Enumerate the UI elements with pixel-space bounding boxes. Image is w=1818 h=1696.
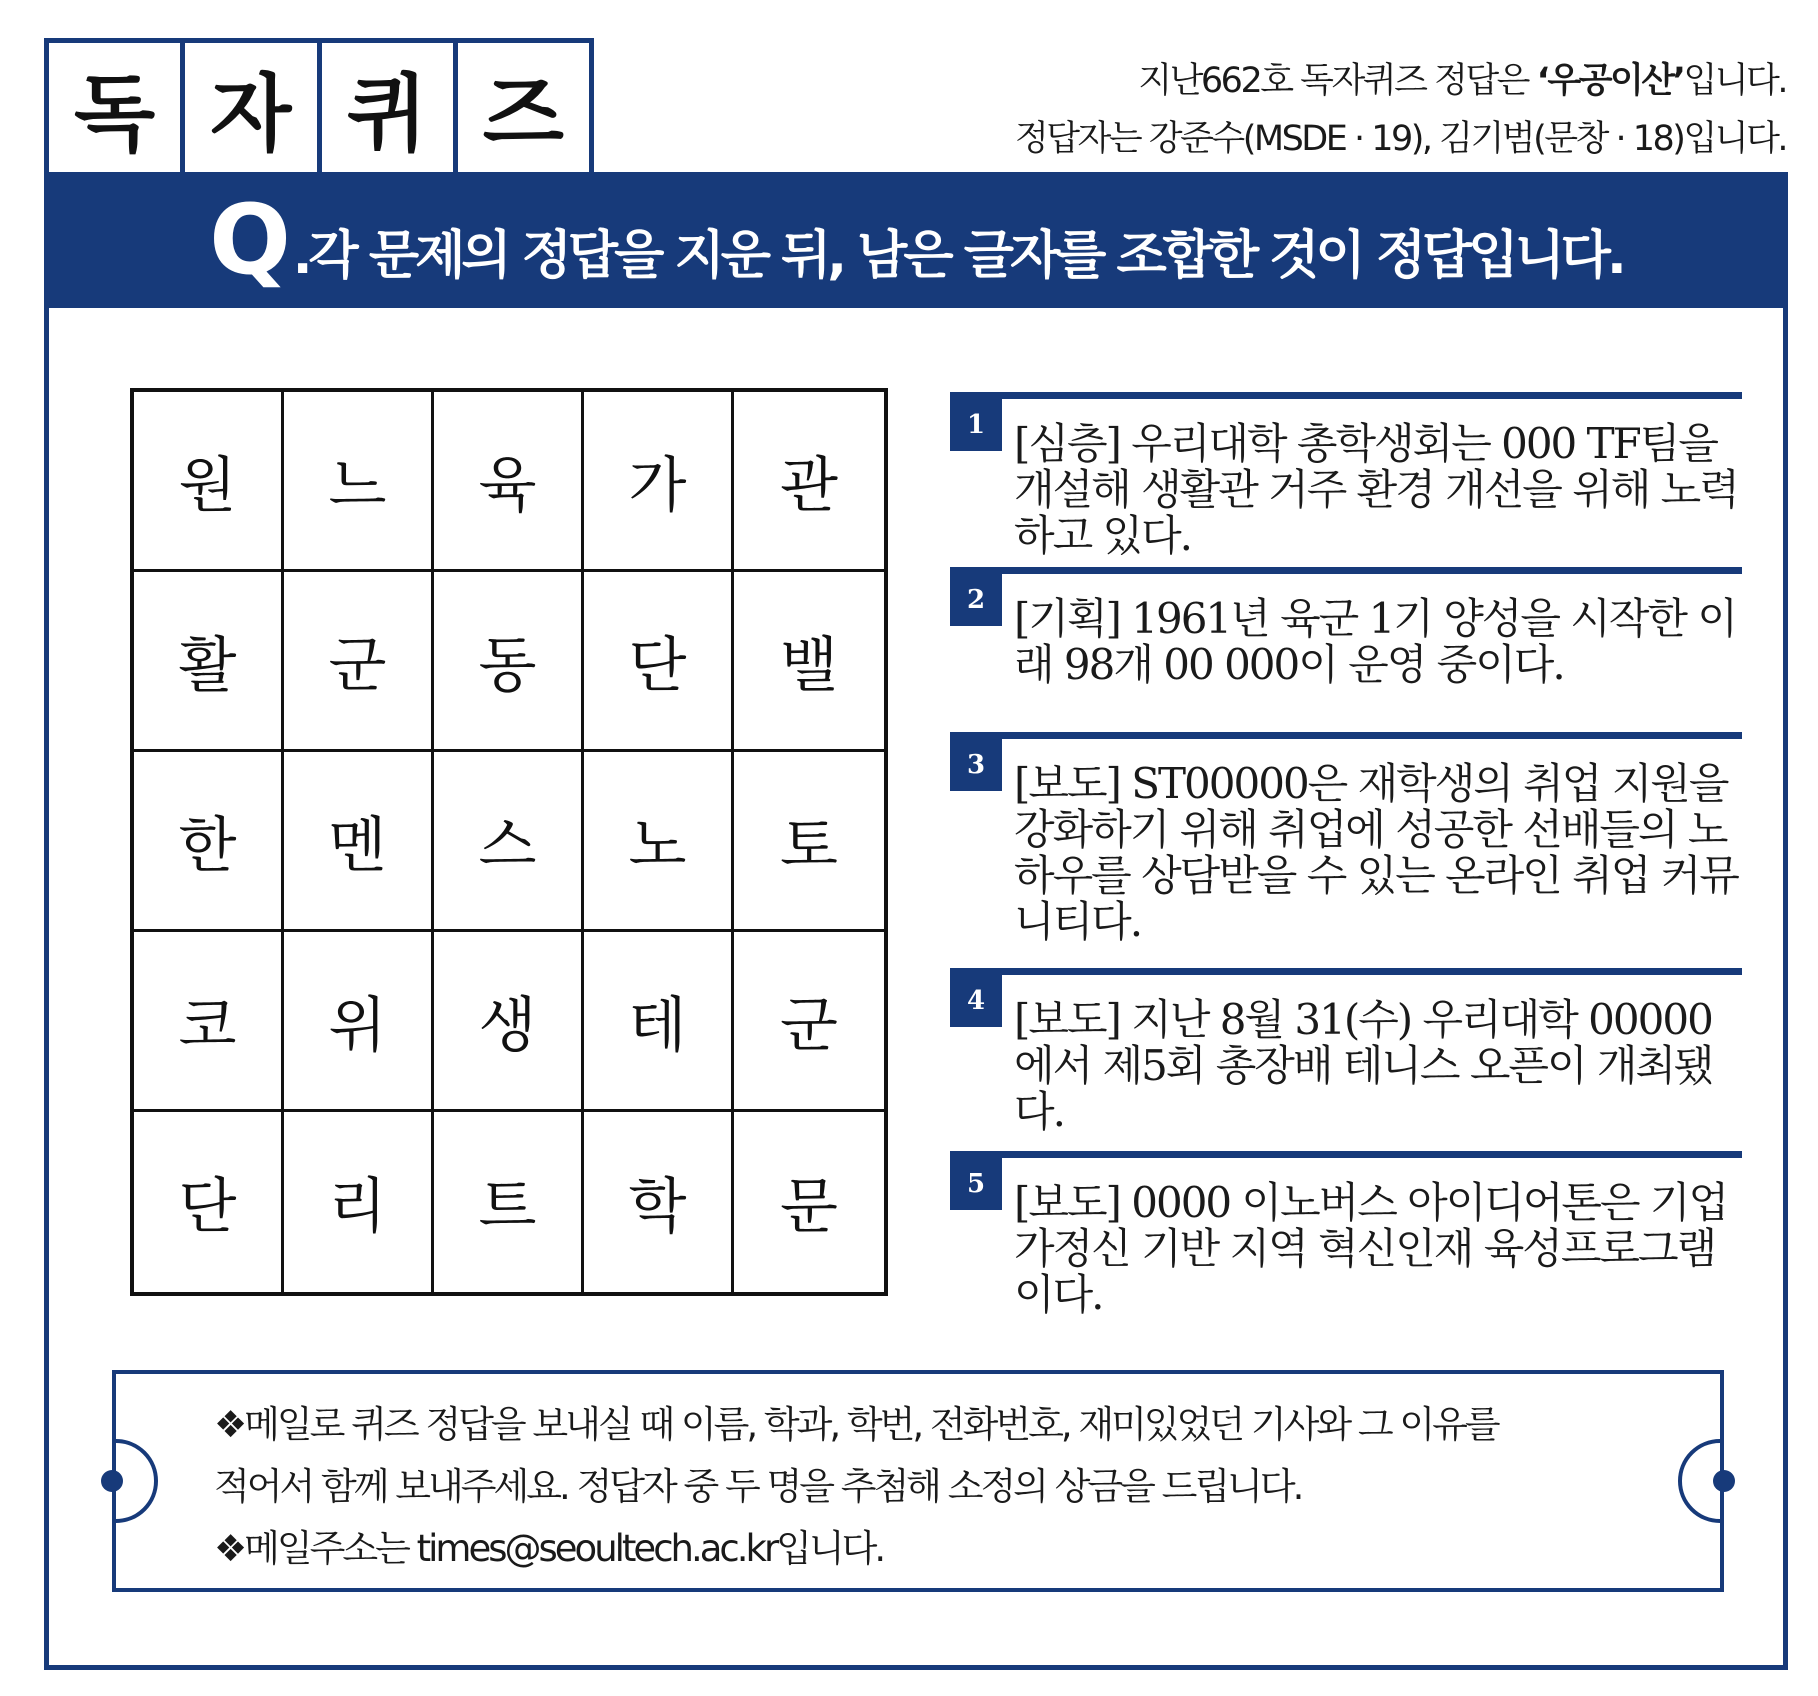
grid-cell: 트 [434,1112,584,1292]
letter-grid [130,388,888,1296]
notice-line: ❖메일로 퀴즈 정답을 보내실 때 이름, 학과, 학번, 전화번호, 재미있었던 기사와 그 이유를 [214,1403,1498,1446]
previous-answer-line [1015,52,1786,110]
grid-cell: 가 [584,392,734,572]
grid-cell: 토 [734,752,884,932]
title-tile: 독 [49,43,185,172]
grid-cell: 단 [584,572,734,752]
grid-cell: 한 [134,752,284,932]
clue-text: [기획] 1961년 육군 1기 양성을 시작한 이래 98개 00 000이 운영 중이다. [1014,594,1736,689]
grid-cell: 관 [734,392,884,572]
clue-text: [보도] 지난 8월 31(수) 우리대학 00000에서 제5회 총장배 테니스 오픈이 개최됐다. [1014,995,1713,1136]
question-text: .각 문제의 정답을 지운 뒤, 남은 글자를 조합한 것이 정답입니다. [292,225,1623,286]
question-label: Q [209,184,287,296]
grid-cell: 테 [584,932,734,1112]
grid-cell: 단 [134,1112,284,1292]
clue-item [950,968,1742,1151]
previous-answer-word: ‘우공이산’ [1536,61,1684,101]
question-banner [44,172,1788,308]
clue-number: 3 [950,739,1002,791]
clue-item [950,1151,1742,1348]
grid-cell: 노 [584,752,734,932]
clue-number: 1 [950,399,1002,451]
grid-cell: 학 [584,1112,734,1292]
previous-answer-prefix: 지난662호 독자퀴즈 정답은 [1138,61,1537,101]
grid-cell: 문 [780,1172,838,1242]
grid-cell: 군 [734,932,884,1112]
grid-cell: 코 [134,932,284,1112]
previous-winners-line: 정답자는 강준수(MSDE · 19), 김기범(문창 · 18)입니다. [1014,119,1786,159]
clue-text: [보도] 0000 이노버스 아이디어톤은 기업가정신 기반 지역 혁신인재 육성프로그램이다. [1014,1178,1728,1319]
clue-text: [보도] ST00000은 재학생의 취업 지원을 강화하기 위해 취업에 성공한 선배들의 노하우를 상담받을 수 있는 온라인 취업 커뮤니티다. [1014,759,1738,946]
grid-cell: 스 [434,752,584,932]
clue-number: 2 [950,574,1002,626]
grid-cell: 육 [434,392,584,572]
clue-text: [심층] 우리대학 총학생회는 000 TF팀을 개설해 생활관 거주 환경 개선을 위해 노력하고 있다. [1014,419,1738,560]
notice-email-line: ❖메일주소는 times@seoultech.ac.kr입니다. [214,1527,884,1570]
title-tile: 퀴 [322,43,458,172]
clue-list [950,392,1742,1348]
quiz-title [44,38,594,172]
grid-cell: 군 [284,572,434,752]
title-tile: 자 [185,43,321,172]
clue-number: 5 [950,1158,1002,1210]
grid-cell: 생 [434,932,584,1112]
grid-cell: 느 [284,392,434,572]
grid-cell: 활 [134,572,284,752]
notice-line: 적어서 함께 보내주세요. 정답자 중 두 명을 추첨해 소정의 상금을 드립니다. [214,1465,1302,1508]
grid-cell: 위 [284,932,434,1112]
grid-cell: 동 [434,572,584,752]
clue-number: 4 [950,975,1002,1027]
grid-cell: 리 [284,1112,434,1292]
title-tile: 즈 [482,65,564,163]
dot-icon [1713,1470,1735,1492]
submission-notice [112,1370,1724,1592]
previous-answer-suffix: 입니다. [1683,61,1786,101]
grid-cell: 멘 [284,752,434,932]
previous-answer-notice [1015,52,1786,168]
grid-cell: 밸 [734,572,884,752]
clue-item [950,732,1742,968]
clue-item [950,567,1742,732]
clue-item [950,392,1742,567]
dot-icon [101,1470,123,1492]
grid-cell: 원 [134,392,284,572]
